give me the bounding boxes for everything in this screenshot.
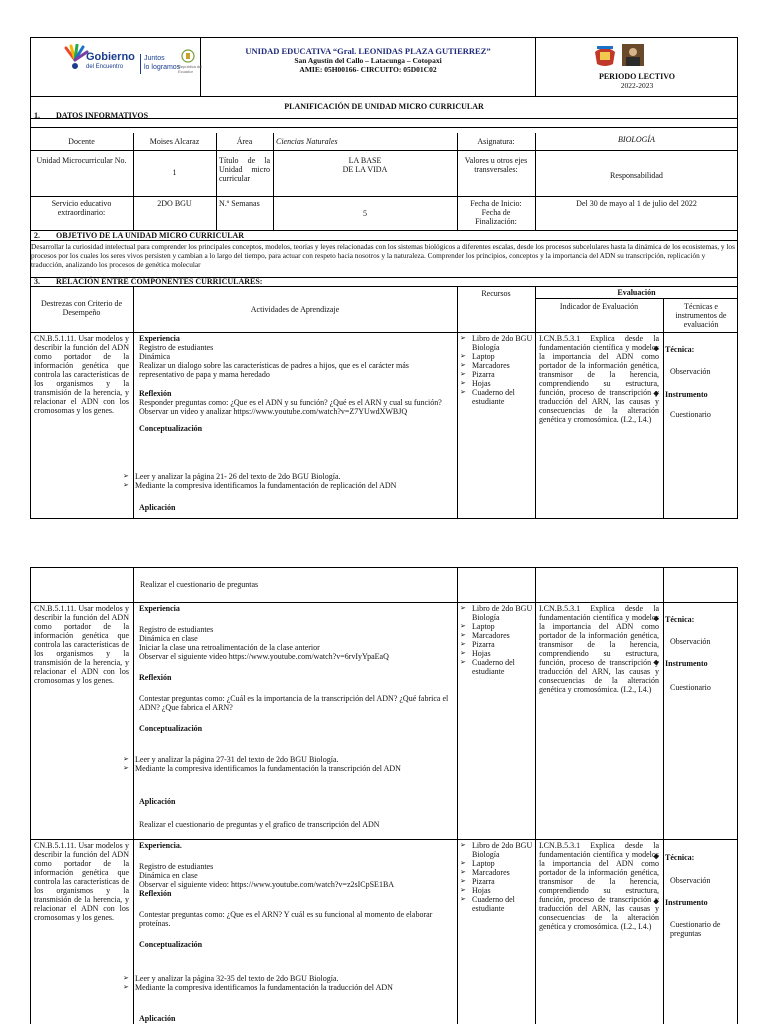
asignatura-label: Asignatura: — [477, 137, 515, 146]
objetivo-text: Desarrollar la curiosidad intelectual para comprender los principales conceptos, modelos, teorías y leyes relacionadas con los sistemas biológicos a diferentes escalas, desde los procesos subcelulares hasta la dinámica de los ecosistemas, y los procesos por los cuales los seres vivos persisten y cambian a lo largo del tiempo, para actuar con respeto hacia nosotros y la naturaleza. Comprender los principios, conceptos y la importancia del ADN su transcripción, replicación y traducción, analizando los procesos de genética molecular — [31, 242, 735, 269]
list-item: ➢ Mediante la compresiva identificamos la fundamentación la transcripción del ADN — [123, 764, 453, 773]
list-item: ➢ Marcadores — [460, 868, 534, 877]
periodo-value: 2022-2023 — [620, 81, 654, 90]
destreza-cell-2: CN.B.5.1.11. Usar modelos y describir la función del ADN como portador de la información genética que controla las características de los organismos y la transmisión de la herencia, y relacionar el ADN con los cromosomas y los genes. — [34, 604, 129, 685]
tecnicas-list-1 — [653, 345, 737, 354]
school-amie: AMIE: 05H00166- CIRCUITO: 05D01C02 — [299, 65, 437, 74]
list-item: ➢ Pizarra — [460, 640, 534, 649]
conceptualizacion-list-2 — [123, 755, 453, 773]
list-item: ➢ Libro de 2do BGU Biología — [460, 604, 534, 622]
fecha-label: Fecha de Inicio: Fecha de Finalización: — [470, 199, 522, 226]
list-item: ➢ Cuaderno del estudiante — [460, 895, 534, 913]
docente-value: Moises Alcaraz — [149, 137, 200, 146]
gov-brand: Gobierno — [86, 51, 135, 63]
conceptualizacion-list-3 — [123, 974, 453, 992]
government-logo — [60, 42, 203, 82]
header-indicador: Indicador de Evaluación — [559, 302, 639, 311]
section3-heading: 3. RELACIÓN ENTRE COMPONENTES CURRICULARES: — [34, 277, 263, 286]
list-item: ❖ Instrumento — [653, 659, 737, 668]
area-value: Ciencias Naturales — [276, 137, 338, 146]
titulo-label: Título de la Unidad micro curricular — [219, 156, 270, 183]
semanas-label: N.º Semanas — [219, 199, 260, 208]
school-address: San Agustín del Callo – Latacunga – Cotopaxi — [294, 56, 442, 65]
indicador-cell-2: I.CN.B.5.3.1 Explica desde la fundamentación científica y modelos la importancia del ADN como portador de la información genética, transmisor de la herencia, comprendiendo su estructura, función, proceso de transcripción y traducción del ARN, las causas y consecuencias de la alteración genética y cromosómica. (I.2., I.4.) — [539, 604, 659, 694]
list-item: ➢ Pizarra — [460, 877, 534, 886]
list-item: ➢ Pizarra — [460, 370, 534, 379]
list-item: ❖ Instrumento — [653, 898, 737, 907]
tecnica-observacion-3: Observación — [670, 876, 711, 885]
header-tecnicas: Técnicas e instrumentos de evaluación — [675, 302, 727, 329]
list-item: ➢ Marcadores — [460, 631, 534, 640]
ecuador-coat-icon — [180, 48, 196, 64]
instrumento-list-3 — [653, 898, 737, 907]
instrumento-list-1 — [653, 390, 737, 399]
destreza-cell-1: CN.B.5.1.11. Usar modelos y describir la función del ADN como portador de la información genética que controla las características de los organismos y la transmisión de la herencia, y relacionar el ADN con los cromosomas y los genes. — [34, 334, 129, 415]
portrait-icon — [622, 44, 644, 66]
gov-small-text: República del Ecuador — [178, 64, 203, 74]
list-item: ➢ Libro de 2do BGU Biología — [460, 841, 534, 859]
list-item: ❖ Instrumento — [653, 390, 737, 399]
list-item: ➢ Marcadores — [460, 361, 534, 370]
header-destrezas: Destrezas con Criterio de Desempeño — [40, 299, 123, 317]
list-item: ➢ Mediante la compresiva identificamos la fundamentación la traducción del ADN — [123, 983, 453, 992]
unidad-label: Unidad Microcurricular No. — [36, 156, 127, 165]
aplicacion-label-1: Aplicación — [139, 503, 176, 512]
list-item: ➢ Laptop — [460, 352, 534, 361]
list-item: ➢ Laptop — [460, 859, 534, 868]
servicio-value: 2DO BGU — [157, 199, 192, 208]
periodo-label: PERIODO LECTIVO — [598, 72, 676, 81]
actividades-cell-3: Experiencia. Registro de estudiantes Dinámica en clase Observar el siguiente video: https://www.youtube.com/watch?v=z2sICpSE1BA Reflexión Contestar preguntas como: ¿Que es el ARN? Y cuál es su funcional al momento de elaborar proteínas. Conceptualización — [139, 841, 433, 949]
gov-tagline: Juntos lo logramos — [144, 55, 181, 71]
recursos-list-1 — [460, 334, 534, 406]
aplicacion-text-2: Realizar el cuestionario de preguntas y el grafico de transcripción del ADN — [139, 820, 380, 829]
list-item: ❖ Técnica: — [653, 345, 737, 354]
list-item: ➢ Leer y analizar la página 32-35 del texto de 2do BGU Biología. — [123, 974, 453, 983]
destreza-cell-3: CN.B.5.1.11. Usar modelos y describir la función del ADN como portador de la información genética que controla las características de los organismos y la transmisión de la herencia, y relacionar el ADN con los cromosomas y los genes. — [34, 841, 129, 922]
actividades-cell-1: Experiencia Registro de estudiantes Dinámica Realizar un dialogo sobre las características de padres a hijos, que es el carácter más representativo de papa y mama heredado Reflexión Responder preguntas como: ¿Que es el ADN y su función? ¿Qué es el ARN y cual su función? Observar un video y analizar https://www.youtube.com/watch?v=Z7YUwdXWBJQ Conceptualización — [139, 334, 442, 433]
list-item: ➢ Hojas — [460, 886, 534, 895]
servicio-label: Servicio educativo extraordinario: — [51, 199, 112, 217]
list-item: ➢ Libro de 2do BGU Biología — [460, 334, 534, 352]
unidad-value: 1 — [172, 168, 177, 177]
list-item: ➢ Leer y analizar la página 27-31 del texto de 2do BGU Biología. — [123, 755, 453, 764]
school-name: UNIDAD EDUCATIVA “Gral. LEONIDAS PLAZA GUTIERREZ” — [245, 46, 491, 56]
instrumento-list-2 — [653, 659, 737, 668]
tecnicas-list-3 — [653, 853, 737, 862]
section1-heading: 1. DATOS INFORMATIVOS — [34, 111, 149, 120]
fecha-value: Del 30 de mayo al 1 de julio del 2022 — [576, 199, 697, 208]
recursos-list-3 — [460, 841, 534, 913]
section2-heading: 2. OBJETIVO DE LA UNIDAD MICRO CURRICULAR — [34, 231, 245, 240]
school-emblem-icon — [592, 42, 618, 68]
instrumento-cuestionario-2: Cuestionario — [670, 683, 711, 692]
asignatura-value: BIOLOGÍA — [618, 135, 655, 144]
tecnica-observacion-1: Observación — [670, 367, 711, 376]
aplicacion-label-3: Aplicación — [139, 1014, 176, 1023]
aplicacion-label-2: Aplicación — [139, 797, 176, 806]
docente-label: Docente — [68, 137, 95, 146]
school-logos — [590, 42, 660, 72]
titulo-value: LA BASE DE LA VIDA — [342, 156, 388, 174]
list-item: ❖ Técnica: — [653, 615, 737, 624]
list-item: ➢ Mediante la compresiva identificamos la fundamentación de replicación del ADN — [123, 481, 453, 490]
list-item: ❖ Técnica: — [653, 853, 737, 862]
actividades-cell-2: Experiencia Registro de estudiantes Dinámica en clase Iniciar la clase una retroalimentación de la clase anterior Observar el siguiente video https://www.youtube.com/watch?v=6rvIyYpaEaQ Reflexión Contestar preguntas como: ¿Cuál es la importancia de la transcripción del ADN? ¿Qué fabrica el ADN? ¿Que fabrica el ARN? Conceptualización — [139, 604, 449, 733]
indicador-cell-3: I.CN.B.5.3.1 Explica desde la fundamentación científica y modelos la importancia del ADN como portador de la información genética, transmisor de la herencia, comprendiendo su estructura, función, proceso de transcripción y traducción del ARN, las causas y consecuencias de la alteración genética y cromosómica. (I.2., I.4.) — [539, 841, 659, 931]
gov-brand-sub: del Encuentro — [86, 64, 124, 70]
indicador-cell-1: I.CN.B.5.3.1 Explica desde la fundamentación científica y modelos la importancia del ADN como portador de la información genética, transmisor de la herencia, comprendiendo su estructura, función, proceso de transcripción y traducción del ARN, las causas y consecuencias de la alteración genética y cromosómica. (I.2., I.4.) — [539, 334, 659, 424]
valores-label: Valores u otros ejes transversales: — [464, 156, 528, 174]
header-evaluacion: Evaluación — [617, 288, 656, 297]
list-item: ➢ Laptop — [460, 622, 534, 631]
valores-value: Responsabilidad — [610, 171, 663, 180]
school-info — [205, 46, 531, 74]
tecnicas-list-2 — [653, 615, 737, 624]
instrumento-cuestionario-1: Cuestionario — [670, 410, 711, 419]
tecnica-observacion-2: Observación — [670, 637, 711, 646]
plan-title: PLANIFICACIÓN DE UNIDAD MICRO CURRICULAR — [284, 102, 484, 111]
header-actividades: Actividades de Aprendizaje — [250, 305, 340, 314]
list-item: ➢ Leer y analizar la página 21- 26 del texto de 2do BGU Biología. — [123, 472, 453, 481]
continuation-text: Realizar el cuestionario de preguntas — [140, 580, 259, 589]
list-item: ➢ Hojas — [460, 379, 534, 388]
list-item: ➢ Cuaderno del estudiante — [460, 388, 534, 406]
list-item: ➢ Hojas — [460, 649, 534, 658]
area-label: Área — [236, 137, 253, 146]
instrumento-cuestionario-3: Cuestionario de preguntas — [670, 920, 721, 938]
conceptualizacion-list-1 — [123, 472, 453, 490]
list-item: ➢ Cuaderno del estudiante — [460, 658, 534, 676]
semanas-value: 5 — [363, 209, 367, 218]
recursos-list-2 — [460, 604, 534, 676]
header-recursos: Recursos — [481, 289, 511, 298]
